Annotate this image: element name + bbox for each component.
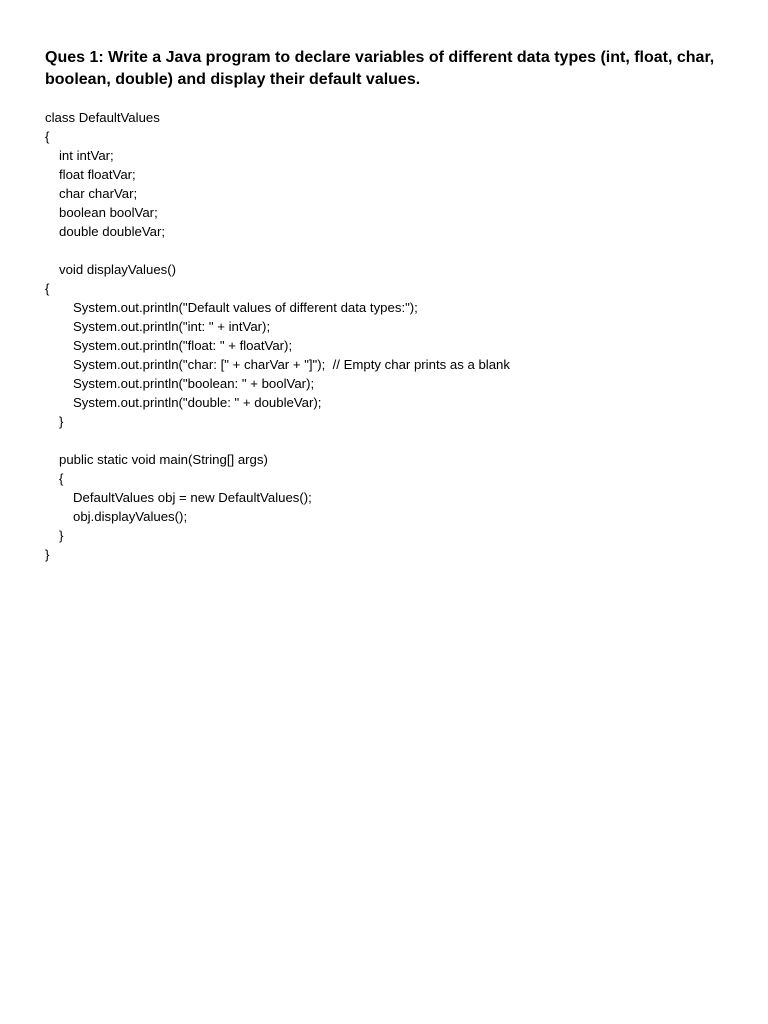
code-line: System.out.println("double: " + doubleVar); — [73, 395, 322, 410]
code-line: { — [45, 129, 50, 144]
code-line: System.out.println("boolean: " + boolVar); — [73, 376, 315, 391]
code-line: System.out.println("char: [" + charVar + "]"); // Empty char prints as a blank — [73, 357, 510, 372]
code-line: System.out.println("float: " + floatVar); — [73, 338, 293, 353]
code-line — [45, 431, 745, 450]
code-line: DefaultValues obj = new DefaultValues(); — [73, 490, 312, 505]
question-heading: Ques 1: Write a Java program to declare variables of different data types (int, float, char, boolean, double) and display their default values. — [45, 49, 715, 88]
code-line: public static void main(String[] args) — [59, 452, 268, 467]
code-line: char charVar; — [59, 186, 138, 201]
code-line: System.out.println("int: " + intVar); — [73, 319, 271, 334]
code-line: } — [45, 547, 50, 562]
code-line: { — [45, 281, 50, 296]
code-line: { — [59, 471, 64, 486]
code-line: int intVar; — [59, 148, 114, 163]
code-line: } — [59, 528, 64, 543]
code-line: } — [59, 414, 64, 429]
code-line: boolean boolVar; — [59, 205, 158, 220]
code-line: System.out.println("Default values of different data types:"); — [73, 300, 418, 315]
code-line: double doubleVar; — [59, 224, 166, 239]
code-block — [45, 108, 745, 564]
code-line: float floatVar; — [59, 167, 136, 182]
code-line: class DefaultValues — [45, 110, 160, 125]
code-line: obj.displayValues(); — [73, 509, 188, 524]
code-line: void displayValues() — [59, 262, 177, 277]
code-line — [45, 241, 745, 260]
